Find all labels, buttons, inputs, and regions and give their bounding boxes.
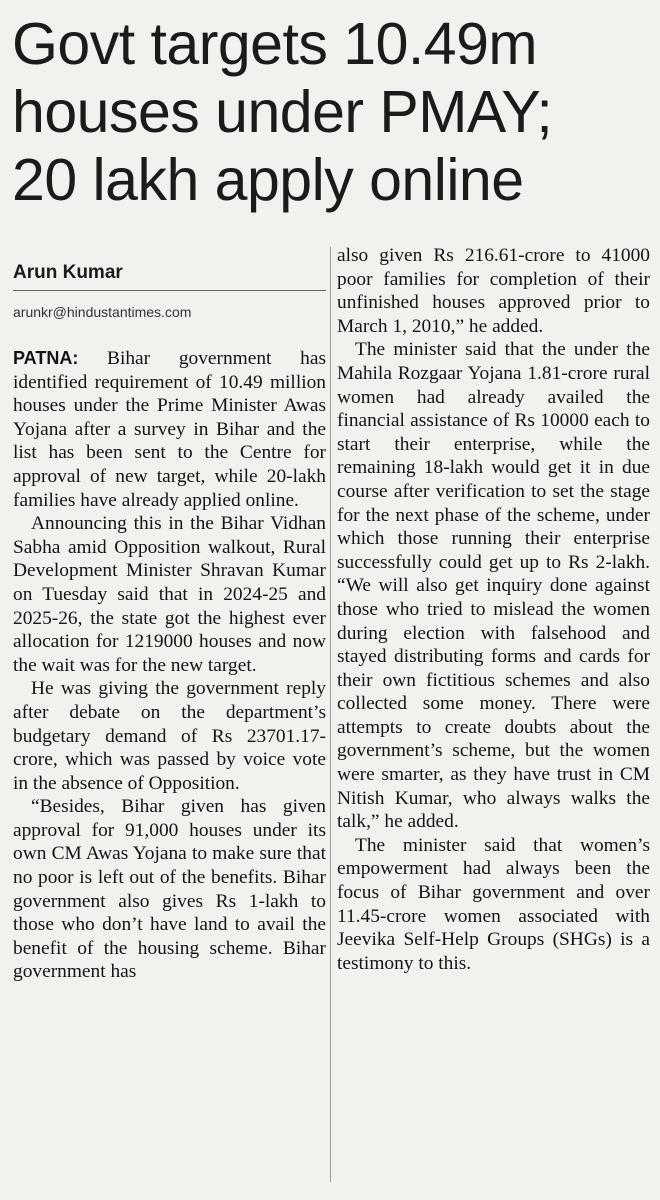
article-column-right [337, 244, 650, 975]
dateline: PATNA: [13, 348, 79, 368]
paragraph-2: Announcing this in the Bihar Vidhan Sabha amid Opposition walkout, Rural Development Minister Shravan Kumar on Tuesday said that in 2024-25 and 2025-26, the state got the highest ever allocation for 1219000 houses and now the wait was for the new target. [13, 513, 326, 676]
paragraph-1-text: Bihar government has identified requirement of 10.49 million houses under the Prime Minister Awas Yojana after a survey in Bihar and the list has been sent to the Centre for approval of new target, while 20-lakh families have already applied online. [13, 348, 326, 511]
paragraph-4: “Besides, Bihar given has given approval for 91,000 houses under its own CM Awas Yojana to make sure that no poor is left out of the benefits. Bihar government also gives Rs 1-lakh to those who don’t have land to avail the benefit of the housing scheme. Bihar government has [13, 796, 326, 983]
byline-author: Arun Kumar [13, 262, 123, 283]
headline-line-3: 20 lakh apply online [12, 147, 524, 213]
paragraph-6: The minister said that the under the Mahila Rozgaar Yojana 1.81-crore rural women had already availed the financial assistance of Rs 10000 each to start their enterprise, while the remaining 18-lakh would get it in due course after verification to set the stage for the next phase of the scheme, under which those running their enterprise successfully could get up to Rs 2-lakh. “We will also get inquiry done against those who tried to mislead the women during election with falsehood and stayed distributing forms and cards for their own fictitious schemes and also collected some money. There were attempts to create doubts about the government’s scheme, but the women were smarter, as they have trust in CM Nitish Kumar, who always walks the talk,” he added. [337, 339, 650, 833]
author-email: arunkr@hindustantimes.com [13, 304, 192, 320]
headline-line-1: Govt targets 10.49m [12, 11, 538, 77]
column-divider [330, 247, 331, 1182]
paragraph-5: also given Rs 216.61-crore to 41000 poor families for completion of their unfinished houses approved prior to March 1, 2010,” he added. [337, 245, 650, 337]
paragraph-3: He was giving the government reply after debate on the department’s budgetary demand of Rs 23701.17-crore, which was passed by voice vote in the absence of Opposition. [13, 678, 326, 794]
paragraph-1 [13, 347, 326, 512]
byline-rule [13, 290, 326, 291]
headline [12, 10, 648, 214]
paragraph-7: The minister said that women’s empowerment had always been the focus of Bihar government and over 11.45-crore women associated with Jeevika Self-Help Groups (SHGs) is a testimony to this. [337, 834, 650, 974]
article-column-left [13, 347, 326, 984]
headline-line-2: houses under PMAY; [12, 79, 553, 145]
